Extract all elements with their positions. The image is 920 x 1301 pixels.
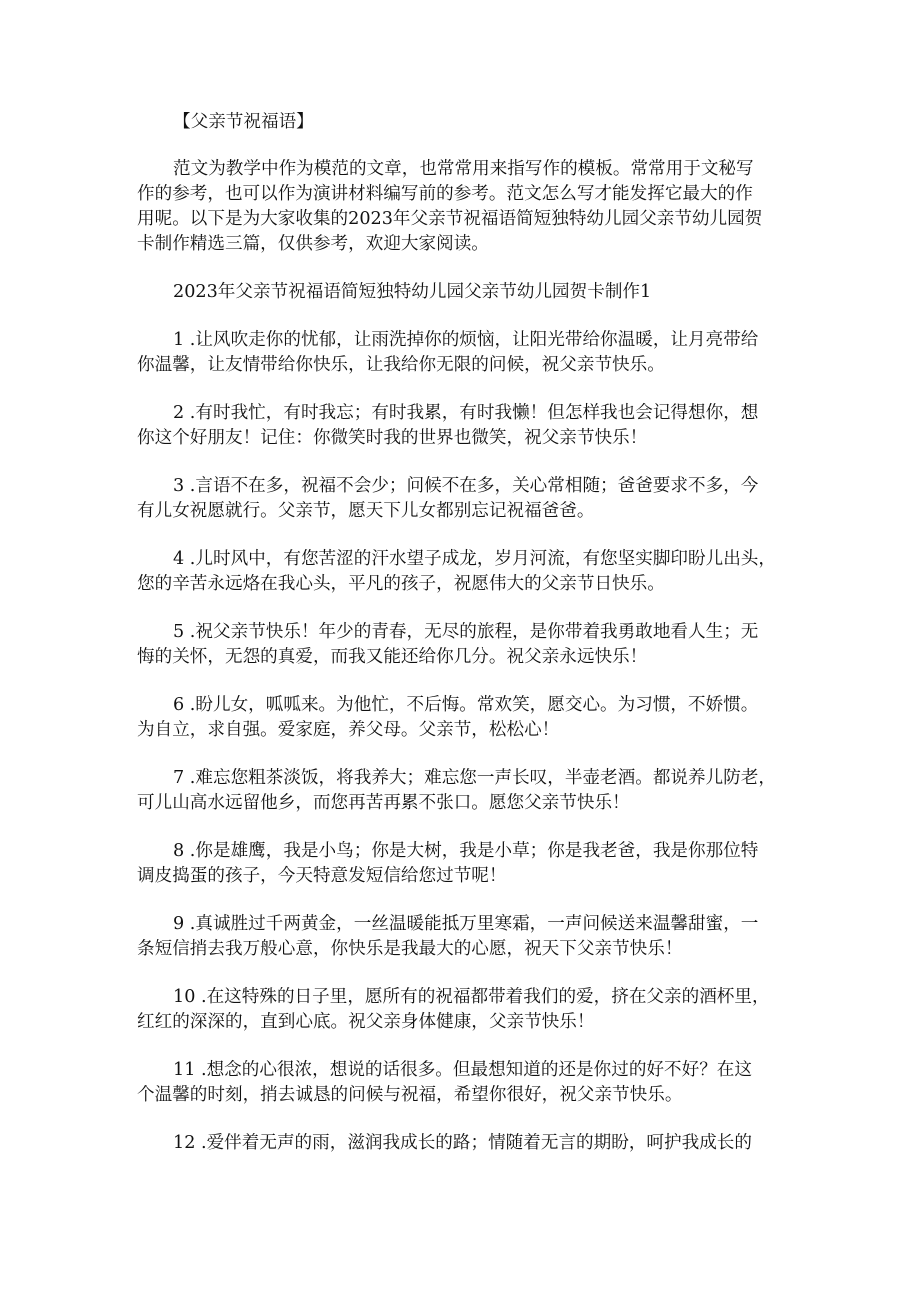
wish-item	[137, 474, 797, 524]
wish-item	[137, 693, 797, 743]
wish-item	[137, 328, 797, 378]
wish-line: 您的辛苦永远烙在我心头，平凡的孩子，祝愿伟大的父亲节日快乐。	[137, 574, 665, 594]
intro-paragraph	[137, 157, 797, 257]
wish-line: 有儿女祝愿就行。父亲节，愿天下儿女都别忘记祝福爸爸。	[137, 501, 595, 521]
wish-item	[137, 1058, 797, 1108]
wish-item	[137, 1131, 797, 1156]
wish-line: 3 .言语不在多，祝福不会少；问候不在多，关心常相随；爸爸要求不多，今	[173, 476, 759, 496]
wish-line: 9 .真诚胜过千两黄金，一丝温暖能抵万里寒霜，一声问候送来温馨甜蜜，一	[173, 914, 759, 934]
wish-item	[137, 766, 797, 816]
wish-line: 6 .盼儿女，呱呱来。为他忙，不后悔。常欢笑，愿交心。为习惯，不娇惯。	[173, 695, 759, 715]
intro-line: 作的参考，也可以作为演讲材料编写前的参考。范文怎么写才能发挥它最大的作	[137, 184, 753, 204]
wish-line: 5 .祝父亲节快乐！年少的青春，无尽的旅程，是你带着我勇敢地看人生；无	[173, 622, 759, 642]
wish-line: 个温馨的时刻，捎去诚恳的问候与祝福，希望你很好，祝父亲节快乐。	[137, 1085, 683, 1105]
wish-line: 8 .你是雄鹰，我是小鸟；你是大树，我是小草；你是我老爸，我是你那位特	[173, 841, 759, 861]
intro-line: 卡制作精选三篇，仅供参考，欢迎大家阅读。	[137, 234, 489, 254]
wish-line: 12 .爱伴着无声的雨，滋润我成长的路；情随着无言的期盼，呵护我成长的	[173, 1133, 752, 1153]
wish-line: 10 .在这特殊的日子里，愿所有的祝福都带着我们的爱，挤在父亲的酒杯里，	[173, 987, 770, 1007]
wish-line: 为自立，求自强。爱家庭，养父母。父亲节，松松心！	[137, 720, 560, 740]
wish-item	[137, 620, 797, 670]
wish-line: 可儿山高水远留他乡，而您再苦再累不张口。愿您父亲节快乐！	[137, 793, 630, 813]
document-page	[137, 110, 797, 1156]
wish-line: 1 .让风吹走你的忧郁，让雨洗掉你的烦恼，让阳光带给你温暖，让月亮带给	[173, 330, 759, 350]
wish-line: 你温馨，让友情带给你快乐，让我给你无限的问候，祝父亲节快乐。	[137, 355, 665, 375]
document-heading: 【父亲节祝福语】	[173, 112, 314, 132]
wish-item	[137, 839, 797, 889]
intro-line: 用呢。以下是为大家收集的2023年父亲节祝福语简短独特幼儿园父亲节幼儿园贺	[137, 209, 763, 229]
wish-line: 11 .想念的心很浓，想说的话很多。但最想知道的还是你过的好不好？在这	[173, 1060, 752, 1080]
wish-line: 你这个好朋友！记住：你微笑时我的世界也微笑，祝父亲节快乐！	[137, 428, 648, 448]
wish-line: 2 .有时我忙，有时我忘；有时我累，有时我懒！但怎样我也会记得想你，想	[173, 403, 759, 423]
wish-line: 红红的深深的，直到心底。祝父亲身体健康，父亲节快乐！	[137, 1012, 595, 1032]
wish-item	[137, 547, 797, 597]
wish-item	[137, 985, 797, 1035]
wish-line: 7 .难忘您粗茶淡饭，将我养大；难忘您一声长叹，半壶老酒。都说养儿防老，	[173, 768, 776, 788]
wish-line: 调皮捣蛋的孩子，今天特意发短信给您过节呢！	[137, 866, 507, 886]
intro-line: 范文为教学中作为模范的文章，也常常用来指写作的模板。常常用于文秘写	[173, 159, 754, 179]
wish-line: 悔的关怀，无怨的真爱，而我又能还给你几分。祝父亲永远快乐！	[137, 647, 648, 667]
wish-item	[137, 401, 797, 451]
section-title: 2023年父亲节祝福语简短独特幼儿园父亲节幼儿园贺卡制作1	[173, 282, 652, 302]
wish-line: 4 .儿时风中，有您苦涩的汗水望子成龙，岁月河流，有您坚实脚印盼儿出头，	[173, 549, 776, 569]
wish-item	[137, 912, 797, 962]
wish-line: 条短信捎去我万般心意，你快乐是我最大的心愿，祝天下父亲节快乐！	[137, 939, 683, 959]
